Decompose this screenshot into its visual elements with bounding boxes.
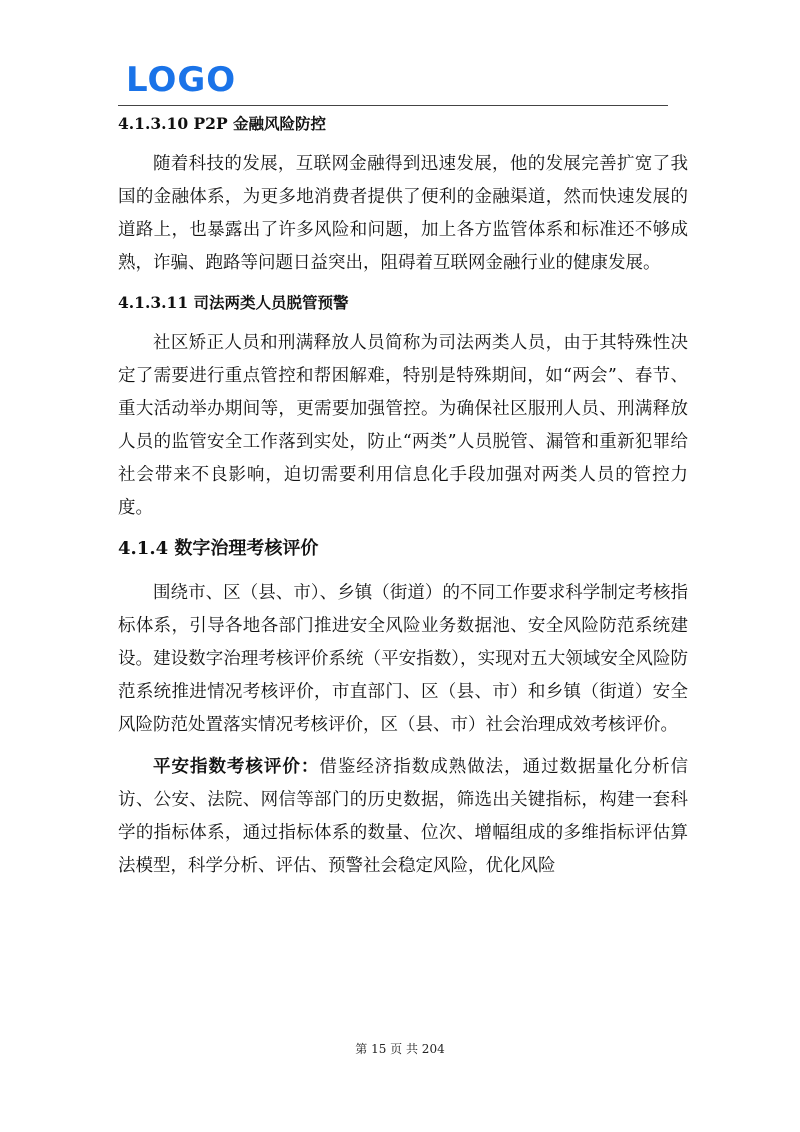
page-number: 第 15 页 共 204 <box>355 1042 445 1056</box>
safety-index-body: 借鉴经济指数成熟做法，通过数据量化分析信访、公安、法院、网信等部门的历史数据，筛选出关键指标，构建一套科学的指标体系，通过指标体系的数量、位次、增幅组成的多维指标评估算法模型，科学分析、评估、预警社会稳定风险，优化风险 <box>118 757 689 876</box>
section-heading-evaluation: 4.1.4 数字治理考核评价 <box>118 538 319 559</box>
paragraph-p2p: 随着科技的发展，互联网金融得到迅速发展，他的发展完善扩宽了我国的金融体系，为更多地消费者提供了便利的金融渠道，然而快速发展的道路上，也暴露出了许多风险和问题，加上各方监管体系和标准还不够成熟，诈骗、跑路等问题日益突出，阻碍着互联网金融行业的健康发展。 <box>118 154 688 273</box>
paragraph-safety-index <box>118 751 688 883</box>
paragraph-judicial: 社区矫正人员和刑满释放人员简称为司法两类人员，由于其特殊性决定了需要进行重点管控和帮困解难，特别是特殊期间，如“两会”、春节、重大活动举办期间等，更需要加强管控。为确保社区服刑人员、刑满释放人员的监管安全工作落到实处，防止“两类”人员脱管、漏管和重新犯罪给社会带来不良影响，迫切需要利用信息化手段加强对两类人员的管控力度。 <box>118 333 688 518</box>
paragraph-evaluation: 围绕市、区（县、市）、乡镇（街道）的不同工作要求科学制定考核指标体系，引导各地各部门推进安全风险业务数据池、安全风险防范系统建设。建设数字治理考核评价系统（平安指数），实现对五大领域安全风险防范系统推进情况考核评价，市直部门、区（县、市）和乡镇（街道）安全风险防范处置落实情况考核评价，区（县、市）社会治理成效考核评价。 <box>118 583 688 735</box>
safety-index-lead: 平安指数考核评价： <box>153 757 320 777</box>
document-body <box>118 110 688 883</box>
logo: LOGO <box>126 60 237 100</box>
section-heading-judicial: 4.1.3.11 司法两类人员脱管预警 <box>118 293 349 312</box>
header-divider <box>118 105 668 106</box>
section-heading-p2p: 4.1.3.10 P2P 金融风险防控 <box>118 114 327 133</box>
